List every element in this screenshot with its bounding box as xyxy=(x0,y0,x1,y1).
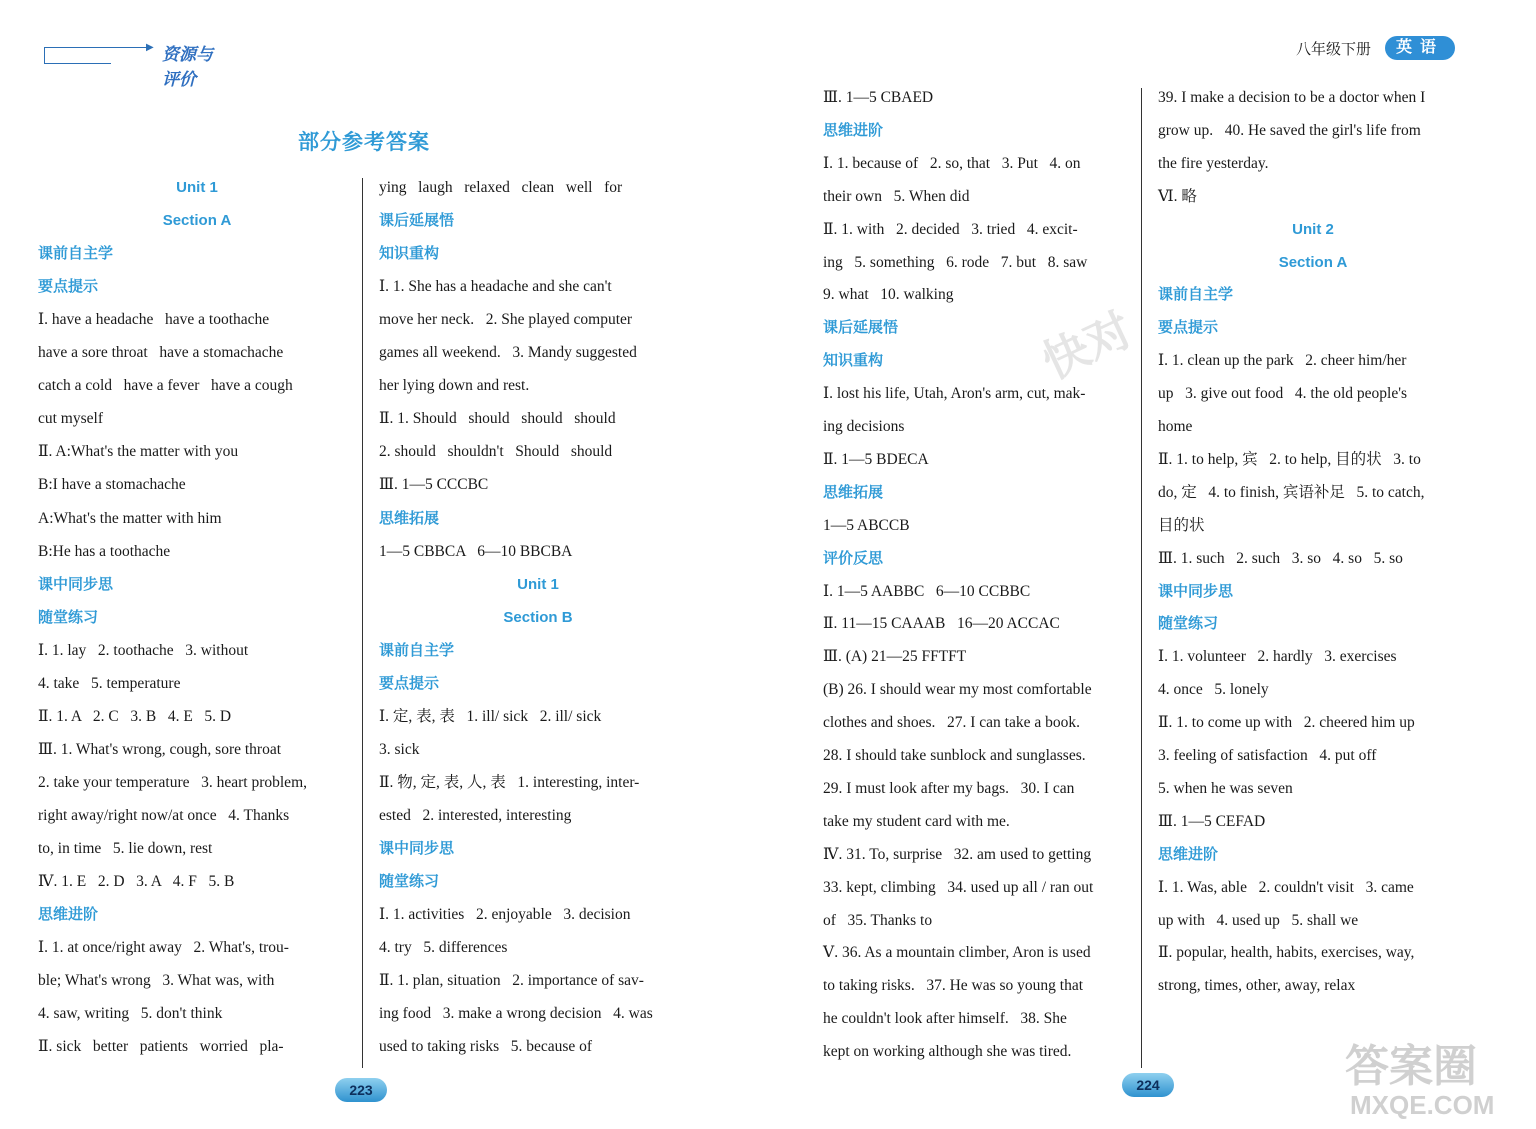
answer-line: Ⅰ. 1. because of 2. so, that 3. Put 4. on xyxy=(823,154,1081,172)
answer-line: grow up. 40. He saved the girl's life from xyxy=(1158,121,1421,139)
answer-line: Ⅰ. 定, 表, 表 1. ill/ sick 2. ill/ sick xyxy=(379,707,602,725)
watermark-logo: 答案圈 xyxy=(1345,1042,1477,1091)
answer-line: used to taking risks 5. because of xyxy=(379,1038,593,1056)
section-heading: 知识重构 xyxy=(823,352,884,370)
answer-line: Ⅰ. 1. clean up the park 2. cheer him/her xyxy=(1158,352,1407,370)
section-heading: 评价反思 xyxy=(823,549,884,567)
answer-line: 29. I must look after my bags. 30. I can xyxy=(823,779,1075,797)
column-divider-right xyxy=(1141,88,1142,1068)
answer-line: 5. when he was seven xyxy=(1158,779,1293,797)
answer-line: Ⅱ. 1—5 BDECA xyxy=(823,450,929,468)
section-heading: Section A xyxy=(1278,253,1348,271)
answer-line: cut myself xyxy=(38,410,103,428)
answer-line: take my student card with me. xyxy=(823,812,1010,830)
section-heading: 课中同步思 xyxy=(379,840,455,857)
answer-line: Ⅱ. 1. to help, 宾 2. to help, 目的状 3. to xyxy=(1158,450,1421,468)
answer-line: Ⅱ. popular, health, habits, exercises, way, xyxy=(1158,944,1415,962)
answer-line: their own 5. When did xyxy=(823,187,970,205)
answer-line: 2. take your temperature 3. heart problem, xyxy=(38,773,307,791)
answer-line: 1—5 CBBCA 6—10 BBCBA xyxy=(379,542,573,560)
answer-line: Ⅱ. A:What's the matter with you xyxy=(38,443,239,461)
page-title: 部分参考答案 xyxy=(298,130,430,154)
answer-line: ing food 3. make a wrong decision 4. was xyxy=(379,1005,653,1023)
answer-line: 1—5 ABCCB xyxy=(823,516,910,534)
column-divider-left xyxy=(362,178,363,1068)
section-heading: 课中同步思 xyxy=(1158,582,1234,600)
section-heading: Unit 1 xyxy=(176,179,218,196)
answer-line: Ⅱ. 物, 定, 表, 人, 表 1. interesting, inter- xyxy=(379,773,640,791)
answer-line: 3. sick xyxy=(379,740,420,758)
header-brand: 资源与评价 xyxy=(162,45,213,89)
answer-line: do, 定 4. to finish, 宾语补足 5. to catch, xyxy=(1158,483,1425,501)
answer-line: Ⅳ. 1. E 2. D 3. A 4. F 5. B xyxy=(38,873,235,891)
answer-line: to, in time 5. lie down, rest xyxy=(38,840,213,857)
answer-line: Ⅰ. 1—5 AABBC 6—10 CCBBC xyxy=(823,582,1031,600)
answer-line: 2. should shouldn't Should should xyxy=(379,443,613,461)
section-heading: 课中同步思 xyxy=(38,575,114,593)
answer-line: 28. I should take sunblock and sunglasses. xyxy=(823,747,1086,764)
answer-line: Ⅲ. 1—5 CEFAD xyxy=(1158,812,1266,830)
answer-line: Ⅰ. 1. lay 2. toothache 3. without xyxy=(38,641,249,659)
section-heading: 思维进阶 xyxy=(38,906,99,924)
answer-line: 4. try 5. differences xyxy=(379,939,508,957)
section-heading: 课前自主学 xyxy=(38,245,114,263)
answer-line: 9. what 10. walking xyxy=(823,286,954,304)
answer-line: Ⅲ. 1—5 CCCBC xyxy=(379,476,489,494)
answer-line: games all weekend. 3. Mandy suggested xyxy=(379,344,637,362)
section-heading: 要点提示 xyxy=(38,278,99,296)
section-heading: Section B xyxy=(503,608,573,626)
section-heading: 课后延展悟 xyxy=(823,319,899,337)
section-heading: Section A xyxy=(162,212,232,230)
answer-line: clothes and shoes. 27. I can take a book. xyxy=(823,714,1080,732)
section-heading: 思维拓展 xyxy=(379,509,440,527)
answer-line: Ⅱ. 1. A 2. C 3. B 4. E 5. D xyxy=(38,707,232,725)
answer-line: Ⅵ. 略 xyxy=(1158,187,1197,205)
answer-line: Ⅰ. 1. volunteer 2. hardly 3. exercises xyxy=(1158,648,1397,666)
answer-line: her lying down and rest. xyxy=(379,377,530,395)
section-heading: 要点提示 xyxy=(379,674,440,692)
header-left xyxy=(44,40,229,89)
answer-line: Ⅲ. (A) 21—25 FFTFT xyxy=(823,648,967,666)
answer-line: up with 4. used up 5. shall we xyxy=(1158,911,1359,929)
answer-line: 33. kept, climbing 34. used up all / ran out xyxy=(823,878,1094,896)
answer-line: 目的状 xyxy=(1158,516,1205,534)
section-heading: 思维拓展 xyxy=(823,483,884,501)
answer-line: have a sore throat have a stomachache xyxy=(38,344,284,362)
section-heading: 课前自主学 xyxy=(379,641,455,659)
answer-line: Ⅱ. sick better patients worried pla- xyxy=(38,1038,284,1056)
answer-line: 4. take 5. temperature xyxy=(38,674,181,692)
answer-line: Ⅰ. 1. Was, able 2. couldn't visit 3. came xyxy=(1158,878,1414,896)
section-heading: 随堂练习 xyxy=(38,608,99,626)
answer-line: Ⅲ. 1. such 2. such 3. so 4. so 5. so xyxy=(1158,549,1403,567)
answer-line: catch a cold have a fever have a cough xyxy=(38,377,293,395)
answer-line: right away/right now/at once 4. Thanks xyxy=(38,806,290,824)
section-heading: Unit 2 xyxy=(1292,220,1334,238)
section-heading: 课后延展悟 xyxy=(379,212,455,230)
section-heading: Unit 1 xyxy=(517,575,559,593)
section-heading: 随堂练习 xyxy=(1158,615,1219,633)
answer-line: 4. once 5. lonely xyxy=(1158,681,1269,699)
page-number-right: 224 xyxy=(1122,1073,1174,1097)
answer-line: up 3. give out food 4. the old people's xyxy=(1158,385,1408,403)
answer-line: ying laugh relaxed clean well for xyxy=(379,179,623,196)
answer-line: 39. I make a decision to be a doctor when I xyxy=(1158,89,1426,106)
arrow-right-icon: ▶ xyxy=(146,42,154,53)
answer-line: strong, times, other, away, relax xyxy=(1158,977,1356,995)
answer-line: Ⅰ. lost his life, Utah, Aron's arm, cut, mak- xyxy=(823,385,1086,403)
header-subject-badge: 英语 xyxy=(1385,36,1455,60)
header-box-decoration xyxy=(44,47,111,64)
header-grade: 八年级下册 xyxy=(1296,42,1372,58)
answer-line: ble; What's wrong 3. What was, with xyxy=(38,972,275,990)
answer-line: he couldn't look after himself. 38. She xyxy=(823,1010,1067,1028)
answer-line: B:I have a stomachache xyxy=(38,476,186,494)
section-heading: 课前自主学 xyxy=(1158,286,1234,304)
answer-line: (B) 26. I should wear my most comfortable xyxy=(823,681,1092,699)
answer-line: Ⅰ. have a headache have a toothache xyxy=(38,311,270,329)
watermark-mid: 快对 xyxy=(1034,302,1140,389)
answer-line: Ⅱ. 1. plan, situation 2. importance of sav- xyxy=(379,972,644,990)
answer-line: Ⅰ. 1. She has a headache and she can't xyxy=(379,278,612,296)
answer-line: to taking risks. 37. He was so young that xyxy=(823,977,1084,995)
answer-line: A:What's the matter with him xyxy=(38,509,222,527)
answer-line: 4. saw, writing 5. don't think xyxy=(38,1005,223,1023)
answer-line: home xyxy=(1158,418,1193,435)
answer-line: ested 2. interested, interesting xyxy=(379,806,572,824)
answer-line: Ⅰ. 1. activities 2. enjoyable 3. decision xyxy=(379,906,631,924)
section-heading: 随堂练习 xyxy=(379,873,440,891)
answer-line: Ⅱ. 1. Should should should should xyxy=(379,410,616,428)
answer-line: Ⅱ. 11—15 CAAAB 16—20 ACCAC xyxy=(823,615,1060,633)
answer-line: ing decisions xyxy=(823,418,905,435)
section-heading: 知识重构 xyxy=(379,245,440,263)
header-arrow-line xyxy=(110,47,150,48)
answer-line: B:He has a toothache xyxy=(38,542,171,560)
answer-line: the fire yesterday. xyxy=(1158,154,1269,172)
answer-line: Ⅱ. 1. to come up with 2. cheered him up xyxy=(1158,714,1415,732)
answer-line: 3. feeling of satisfaction 4. put off xyxy=(1158,747,1377,764)
answer-line: of 35. Thanks to xyxy=(823,911,933,929)
answer-line: ing 5. something 6. rode 7. but 8. saw xyxy=(823,253,1088,271)
section-heading: 要点提示 xyxy=(1158,319,1219,337)
answer-line: Ⅴ. 36. As a mountain climber, Aron is used xyxy=(823,944,1091,962)
page-number-left: 223 xyxy=(335,1078,387,1102)
section-heading: 思维进阶 xyxy=(1158,845,1219,863)
answer-line: Ⅰ. 1. at once/right away 2. What's, trou- xyxy=(38,939,289,957)
answer-line: move her neck. 2. She played computer xyxy=(379,311,633,329)
answer-line: Ⅲ. 1—5 CBAED xyxy=(823,89,934,106)
answer-line: Ⅱ. 1. with 2. decided 3. tried 4. excit- xyxy=(823,220,1078,238)
watermark-url: MXQE.COM xyxy=(1350,1090,1495,1120)
answer-line: kept on working although she was tired. xyxy=(823,1043,1072,1061)
answer-line: Ⅳ. 31. To, surprise 32. am used to getting xyxy=(823,845,1092,863)
answer-line: Ⅲ. 1. What's wrong, cough, sore throat xyxy=(38,740,282,758)
section-heading: 思维进阶 xyxy=(823,121,884,139)
